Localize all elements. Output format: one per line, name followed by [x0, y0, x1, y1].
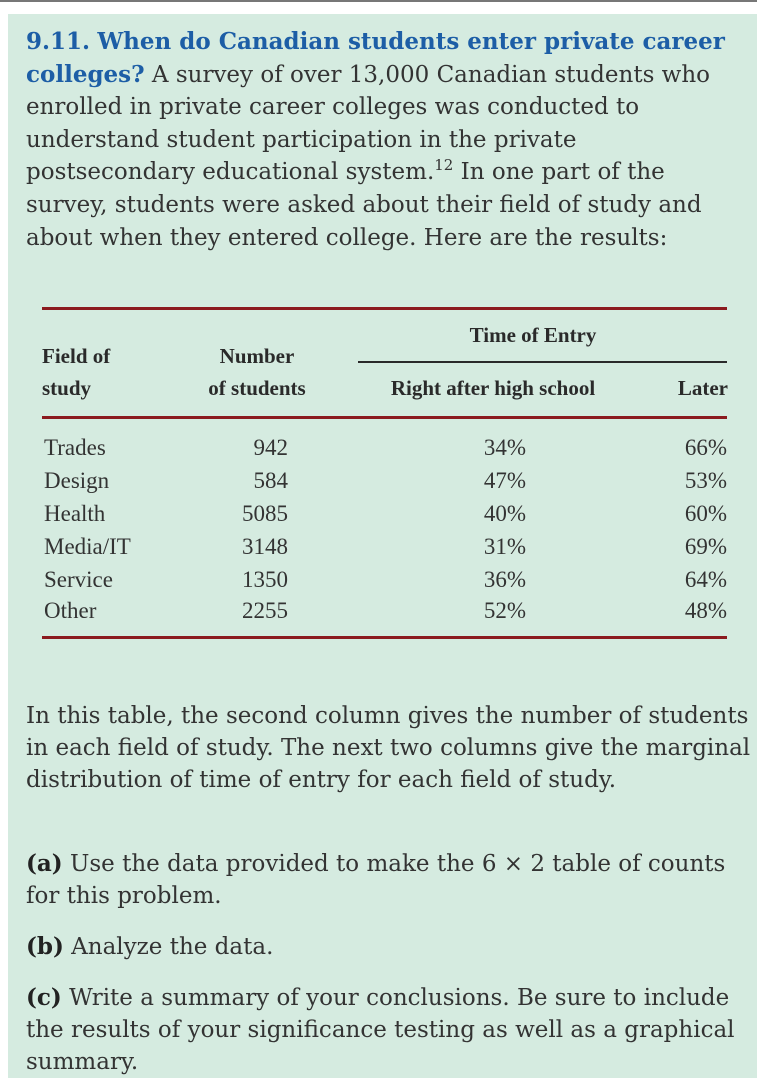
- cell-later: 60%: [684, 501, 727, 526]
- cell-right-after: 52%: [483, 598, 526, 623]
- group-header-rule: [358, 361, 727, 363]
- col-header-number-line1: Number: [219, 344, 295, 368]
- part-b-text: Analyze the data.: [71, 934, 274, 960]
- col-header-number-line2: of students: [208, 376, 306, 400]
- cell-later: 53%: [684, 468, 727, 493]
- cell-field: Trades: [44, 435, 106, 460]
- table-row: [8, 432, 757, 465]
- table-row: [8, 564, 757, 597]
- problem-panel: [8, 14, 757, 1078]
- table-row: [8, 531, 757, 564]
- table-bottom-rule: [42, 636, 727, 639]
- part-c-text: Write a summary of your conclusions. Be sure to include the results of your significance testing as well as a graphical summary.: [26, 985, 735, 1076]
- part-a-label: (a): [26, 850, 63, 877]
- cell-later: 69%: [684, 534, 727, 559]
- table-row: [8, 498, 757, 531]
- footnote-ref: 12: [434, 156, 454, 175]
- part-c: [26, 982, 751, 1079]
- group-header-time-of-entry: Time of Entry: [469, 323, 597, 347]
- problem-text: A survey of over 13,000 Canadian students who enrolled in private career colleges was conducted to understand student participation in the private postsecondary educational system.: [26, 61, 711, 186]
- cell-later: 66%: [684, 435, 727, 460]
- table-row: [8, 465, 757, 498]
- problem-statement: [26, 26, 751, 254]
- problem-text-continued: In one part of the survey, students were asked about their field of study and about when they entered college. Here are the results:: [26, 159, 702, 251]
- cell-right-after: 34%: [483, 435, 526, 460]
- cell-number: 942: [253, 435, 288, 460]
- table-row: [8, 595, 757, 628]
- col-header-later: Later: [677, 376, 728, 400]
- cell-field: Health: [44, 501, 106, 526]
- cell-field: Media/IT: [44, 534, 131, 559]
- problem-number: 9.11.: [26, 28, 91, 55]
- cell-number: 584: [253, 468, 288, 493]
- cell-field: Design: [44, 468, 110, 493]
- part-b: [26, 931, 751, 963]
- cell-number: 3148: [242, 534, 288, 559]
- col-header-field-line1: Field of: [42, 344, 111, 368]
- cell-field: Other: [44, 598, 97, 623]
- part-a-text: Use the data provided to make the 6 × 2 table of counts for this problem.: [26, 851, 726, 910]
- col-header-field-line2: study: [42, 376, 92, 400]
- part-b-label: (b): [26, 933, 64, 960]
- cell-right-after: 47%: [483, 468, 526, 493]
- table-body: [8, 432, 757, 632]
- top-border: [0, 0, 757, 2]
- cell-later: 64%: [684, 567, 727, 592]
- cell-right-after: 31%: [483, 534, 526, 559]
- explanation-paragraph: In this table, the second column gives the number of students in each field of study. The next two columns give the marginal distribution of time of entry for each field of study.: [26, 703, 751, 794]
- table-header-rule: [42, 416, 727, 419]
- cell-number: 1350: [242, 567, 288, 592]
- cell-number: 5085: [242, 501, 288, 526]
- cell-later: 48%: [684, 598, 727, 623]
- cell-right-after: 40%: [483, 501, 526, 526]
- problem-title: When do Canadian students enter private career colleges?: [26, 28, 725, 88]
- table-top-rule: [42, 307, 727, 310]
- cell-number: 2255: [242, 598, 288, 623]
- cell-field: Service: [44, 567, 113, 592]
- part-c-label: (c): [26, 984, 62, 1011]
- cell-right-after: 36%: [483, 567, 526, 592]
- col-header-right-after: Right after high school: [390, 376, 596, 400]
- part-a: [26, 848, 751, 912]
